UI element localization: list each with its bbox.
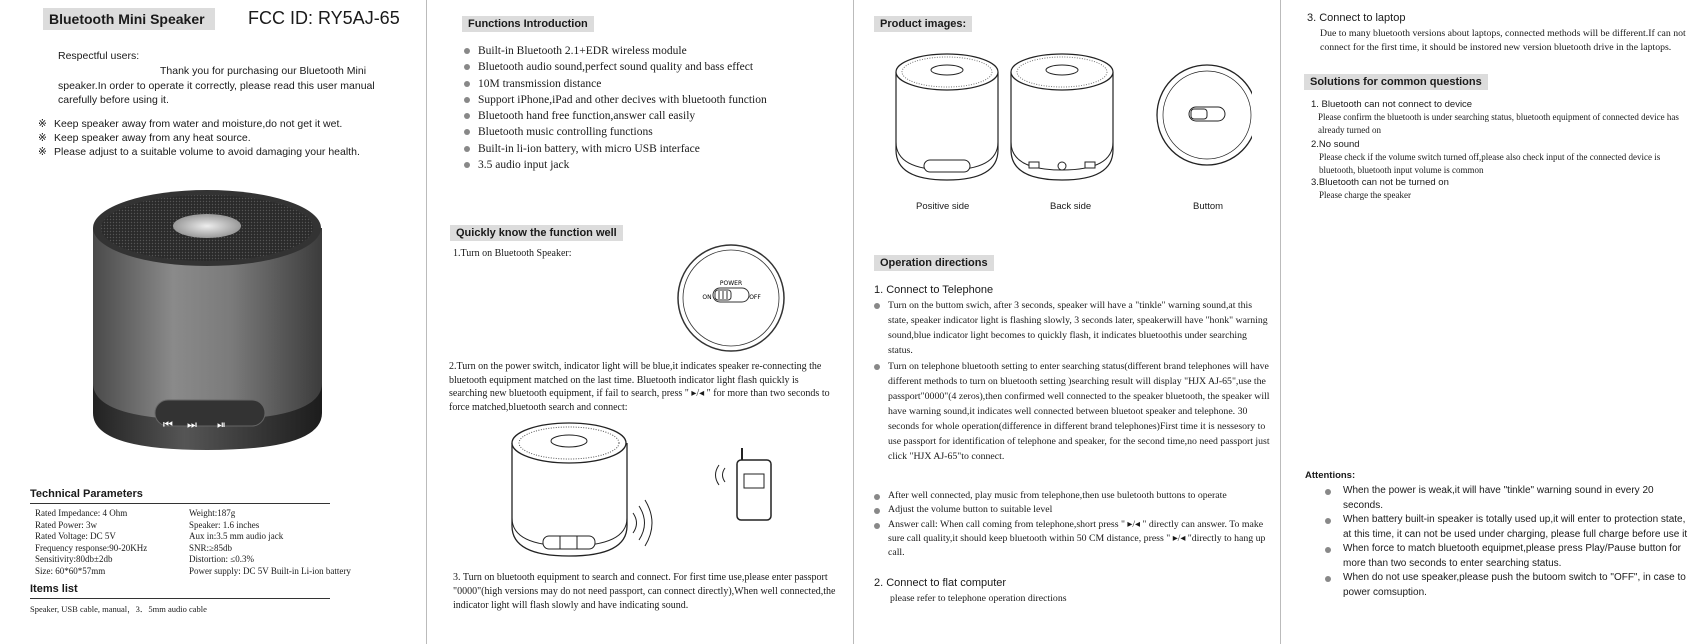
switch-on-label: ON bbox=[702, 294, 712, 301]
speaker-bottom-view bbox=[1157, 65, 1252, 165]
next-track-icon: ⏭ bbox=[187, 418, 197, 431]
step3-text: 3. Turn on bluetooth equipment to search and connect. For first time use,please enter passport "0000"(high versions may do not need passport, can connect directly),When well connected,the indicator light will flash slowly and have indicating sound. bbox=[453, 572, 836, 611]
switch-power-label: POWER bbox=[719, 280, 743, 287]
tech-params-right: Weight:187g Speaker: 1.6 inches Aux in:3.5 mm audio jack SNR:≥85db Distortion: ≤0.3% Power supply: DC 5V Built-in Li-ion battery bbox=[189, 508, 351, 576]
items-list-title: Items list bbox=[30, 583, 78, 595]
list-item: 3.5 audio input jack bbox=[460, 157, 850, 173]
list-item: Support iPhone,iPad and other decives with bluetooth function bbox=[460, 92, 850, 108]
speaker-photo bbox=[85, 188, 330, 468]
warning-item: ※ Keep speaker away from water and moisture,do not get it wet. bbox=[38, 118, 343, 130]
list-item: Bluetooth hand free function,answer call easily bbox=[460, 108, 850, 124]
list-item: Bluetooth audio sound,perfect sound quality and bass effect bbox=[460, 59, 850, 75]
warnings bbox=[38, 117, 378, 159]
telephone-steps bbox=[870, 298, 1270, 464]
caption-positive-side: Positive side bbox=[916, 201, 970, 212]
solution-answer: Please confirm the bluetooth is under searching status, bluetooth equipment of connected device has already turned on bbox=[1318, 112, 1679, 135]
attentions-title: Attentions: bbox=[1305, 470, 1356, 481]
functions-list bbox=[460, 43, 850, 173]
solution-question: 2.No sound bbox=[1311, 139, 1360, 150]
list-item: When force to match bluetooth equipmet,please press Play/Pause button for more than two seconds to enter searching status. bbox=[1321, 542, 1691, 571]
product-title: Bluetooth Mini Speaker bbox=[43, 8, 215, 30]
greeting: Respectful users: bbox=[58, 50, 140, 62]
solution-answer: Please check if the volume switch turned off,please also check input of the connected device is bluetooth, bluetooth input volume is common bbox=[1319, 152, 1661, 175]
list-item: When battery built-in speaker is totally used up,it will enter to protection state, at this time, it can not be used under charging, please full charge before use it bbox=[1321, 513, 1691, 542]
list-item: Built-in li-ion battery, with micro USB interface bbox=[460, 141, 850, 157]
list-item: Answer call: When call coming from telephone,short press " ▸/◂ " directly can answer. To make sure call quality,it should keep bluetooth within 50 CM distance, press " ▸/◂ "directly to hang up call. bbox=[870, 518, 1270, 561]
solution-question: 1. Bluetooth can not connect to device bbox=[1311, 99, 1473, 110]
panel-operation bbox=[854, 0, 1280, 644]
prev-track-icon: ⏮ bbox=[163, 418, 173, 431]
fcc-id: FCC ID: RY5AJ-65 bbox=[248, 8, 400, 28]
solutions-list bbox=[1311, 98, 1696, 202]
tech-params-title: Technical Parameters bbox=[30, 488, 143, 500]
panel-functions bbox=[427, 0, 853, 644]
reference-mark: ※ bbox=[38, 132, 47, 144]
intro-first: Thank you for purchasing our Bluetooth Mini bbox=[160, 65, 367, 77]
list-item: Turn on the buttom swich, after 3 seconds, speaker will have a "tinkle" warning sound,at this state, speaker indicator light is flashing slowly, 3 seconds later, speakerwill have "honk" warning sound,blue indicator light becomes to quickly flash, it indicates bluetoothis under searching status. bbox=[870, 298, 1270, 358]
caption-bottom: Buttom bbox=[1193, 201, 1224, 212]
product-images-title: Product images: bbox=[874, 16, 972, 32]
warning-item: ※ Please adjust to a suitable volume to avoid damaging your health. bbox=[38, 146, 360, 158]
product-images bbox=[892, 50, 1252, 185]
phone-icon bbox=[707, 440, 777, 530]
reference-mark: ※ bbox=[38, 118, 47, 130]
power-switch-diagram bbox=[675, 242, 787, 354]
functions-title: Functions Introduction bbox=[462, 16, 594, 32]
list-item: When do not use speaker,please push the butoom switch to "OFF", in case to power comsuption. bbox=[1321, 571, 1691, 600]
solutions-title: Solutions for common questions bbox=[1304, 74, 1488, 90]
panel-cover bbox=[0, 0, 426, 644]
telephone-heading: 1. Connect to Telephone bbox=[874, 284, 994, 296]
panel-support bbox=[1281, 0, 1707, 644]
flat-heading: 2. Connect to flat computer bbox=[874, 577, 1007, 589]
items-list-text: Speaker, USB cable, manual，3．5mm audio cable bbox=[30, 604, 207, 614]
after-connect-steps bbox=[870, 489, 1270, 560]
list-item: Turn on telephone bluetooth setting to enter searching status(different brand telephones will have different methods to turn on bluetooth setting )searching result will display "HJX AJ-65",use the passport"0000"(4 zeros),then confirmed well connected to the speaker bluetooth, the speaker will have warning sound,it indicates well connected between bluetoot speaker and telephone. 30 seconds for whole operation(difference in different brand telephones)First time it is nessesory to use passport for identification of telephone and speaker, for the second time,no need passport just click "HJX AJ-65"to connect. bbox=[870, 359, 1270, 464]
switch-off-label: OFF bbox=[749, 294, 761, 301]
list-item: Adjust the volume button to suitable level bbox=[870, 503, 1270, 517]
play-pause-icon: ⏯ bbox=[217, 418, 226, 431]
list-item: After well connected, play music from telephone,then use buletooth buttons to operate bbox=[870, 489, 1270, 503]
speaker-line-drawing bbox=[507, 418, 677, 563]
list-item: Bluetooth music controlling functions bbox=[460, 124, 850, 140]
reference-mark: ※ bbox=[38, 146, 47, 158]
solution-answer: Please charge the speaker bbox=[1319, 190, 1412, 200]
speaker-back-view bbox=[1011, 54, 1113, 180]
tech-params-left: Rated Impedance: 4 Ohm Rated Power: 3w Rated Voltage: DC 5V Frequency response:90-20KHz Sensitivity:80db±2db Size: 60*60*57mm bbox=[35, 508, 148, 576]
list-item: 10M transmission distance bbox=[460, 76, 850, 92]
quick-title: Quickly know the function well bbox=[450, 225, 623, 241]
step1-text: 1.Turn on Bluetooth Speaker: bbox=[453, 248, 572, 259]
flat-text: please refer to telephone operation directions bbox=[890, 593, 1067, 604]
solution-question: 3.Bluetooth can not be turned on bbox=[1311, 177, 1449, 188]
items-title-rule bbox=[30, 598, 330, 599]
laptop-text: Due to many bluetooth versions about laptops, connected methods will be different.If can not connect for the first time, it should be instored new version bluetooth drive in the laptops. bbox=[1320, 28, 1686, 53]
speaker-front-view bbox=[896, 54, 998, 180]
operation-title: Operation directions bbox=[874, 255, 994, 271]
step2-text: 2.Turn on the power switch, indicator light will be blue,it indicates speaker re-connecting the bluetooth equipment matched on the last time. Bluetooth indicator light flash quickly is searching new bluetooth equipment, if fail to search, press " ▸/◂ " for more than two seconds to force matched,bluetooth search and connect: bbox=[449, 361, 830, 413]
attentions-list bbox=[1321, 484, 1691, 600]
intro-rest: speaker.In order to operate it correctly, please read this user manual carefully before using it. bbox=[58, 80, 375, 106]
warning-item: ※ Keep speaker away from any heat source. bbox=[38, 132, 251, 144]
tech-title-rule bbox=[30, 503, 330, 504]
list-item: Built-in Bluetooth 2.1+EDR wireless module bbox=[460, 43, 850, 59]
caption-back-side: Back side bbox=[1050, 201, 1092, 212]
laptop-heading: 3. Connect to laptop bbox=[1307, 12, 1406, 24]
list-item: When the power is weak,it will have "tinkle" warning sound in every 20 seconds. bbox=[1321, 484, 1691, 513]
